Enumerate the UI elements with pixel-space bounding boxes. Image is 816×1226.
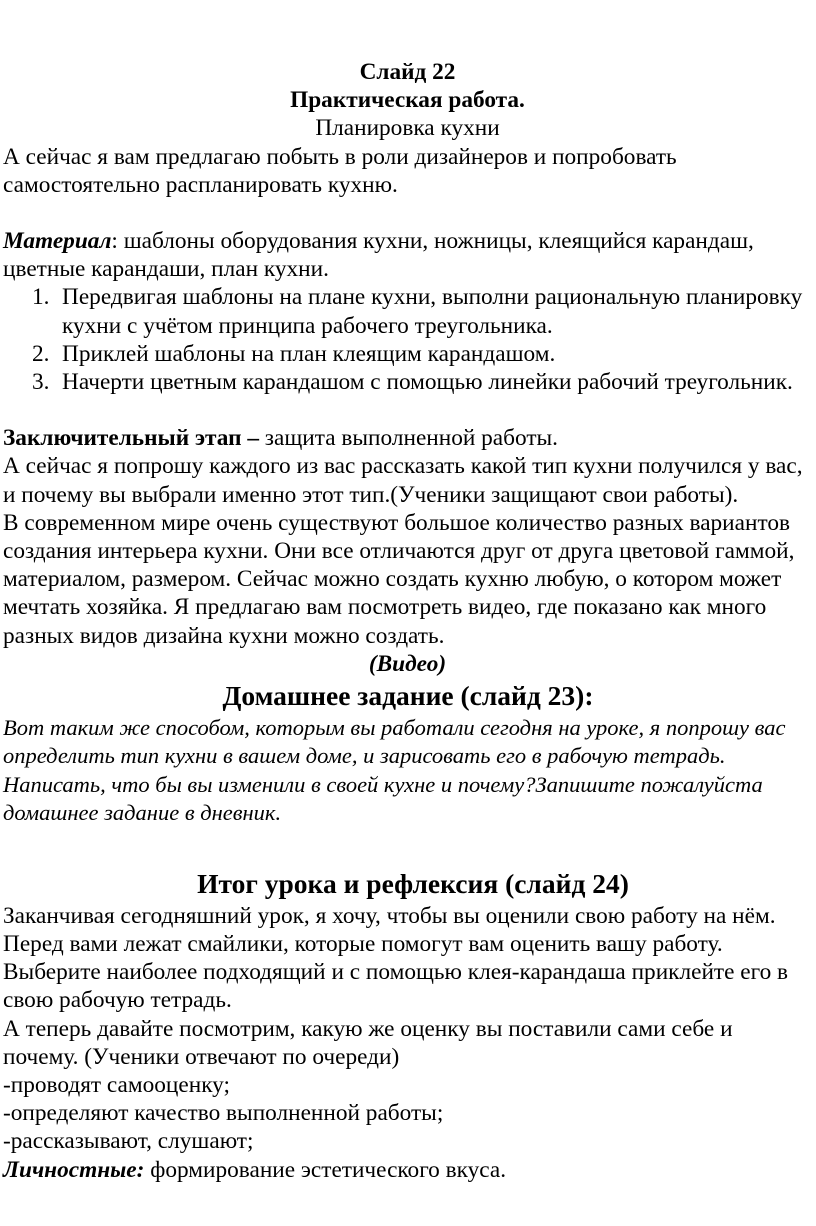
spacer (0, 199, 816, 227)
summary-item: -проводят самооценку; (3, 1071, 230, 1098)
list-item-text: Приклей шаблоны на план клеящим карандашом. (62, 340, 556, 367)
summary-paragraph-1: Заканчивая сегодняшний урок, я хочу, чтобы вы оценили свою работу на нём. Перед вами лежат смайлики, которые помогут вам оценить вашу работу. Выберите наиболее подходящий и с помощью клея-карандаша приклейте его в свою рабочую тетрадь. (3, 902, 789, 1014)
task-list (0, 283, 816, 396)
personal-paragraph (0, 1156, 816, 1184)
homework-heading: Домашнее задание (слайд 23): (222, 680, 594, 712)
list-item (32, 340, 816, 368)
video-label: (Видео) (368, 650, 447, 677)
slide-label: Слайд 22 (359, 59, 456, 85)
intro-paragraph: А сейчас я вам предлагаю побыть в роли дизайнеров и попробовать самостоятельно распланировать кухню. (3, 143, 677, 198)
spacer (0, 828, 816, 866)
list-item (32, 283, 816, 339)
list-item (32, 368, 816, 396)
material-text: : шаблоны оборудования кухни, ножницы, клеящийся карандаш, цветные карандаши, план кухни. (3, 228, 754, 283)
summary-item: -определяют качество выполненной работы; (3, 1100, 444, 1127)
summary-paragraph-2: А теперь давайте посмотрим, какую же оценку вы поставили сами себе и почему. (Ученики отвечают по очереди) (3, 1015, 733, 1070)
section-title: Практическая работа. (290, 87, 525, 114)
list-item-number: 2. (32, 340, 50, 367)
list-item-number: 3. (32, 369, 50, 396)
summary-heading: Итог урока и рефлексия (слайд 24) (197, 867, 629, 899)
material-paragraph (0, 227, 816, 283)
final-stage-paragraph-1: А сейчас я попрошу каждого из вас рассказать какой тип кухни получился у вас, и почему вы выбрали именно этот тип.(Ученики защищают свои работы). (3, 453, 803, 508)
homework-text: Вот таким же способом, которым вы работали сегодня на уроке, я попрошу вас определить тип кухни в вашем доме, и зарисовать его в рабочую тетрадь. Написать, что бы вы изменили в своей кухне и почему?Запишите пожалуйста домашнее задание в дневник. (3, 715, 786, 826)
list-item-text: Начерти цветным карандашом с помощью линейки рабочий треугольник. (62, 369, 793, 396)
personal-text: формирование эстетического вкуса. (144, 1156, 507, 1183)
final-stage-label: Заключительный этап – (3, 425, 259, 452)
final-stage-label-tail: защита выполненной работы. (258, 425, 558, 452)
final-stage-paragraph-2: В современном мире очень существуют большое количество разных вариантов создания интерьера кухни. Они все отличаются друг от друга цветовой гаммой, материалом, размером. Сейчас можно создать кухню любую, о котором может мечтать хозяйка. Я предлагаю вам посмотреть видео, где показано как много разных видов дизайна кухни можно создать. (3, 509, 795, 649)
list-item-text: Передвигая шаблоны на плане кухни, выполни рациональную планировку кухни с учётом принципа рабочего треугольника. (62, 284, 803, 339)
material-label: Материал (3, 228, 112, 255)
list-item-number: 1. (32, 284, 50, 311)
document-page (0, 58, 816, 1184)
spacer (0, 396, 816, 424)
final-stage-heading (0, 424, 816, 452)
summary-item: -рассказывают, слушают; (3, 1128, 254, 1155)
section-subtitle: Планировка кухни (315, 115, 500, 142)
personal-label: Личностные: (3, 1156, 145, 1183)
